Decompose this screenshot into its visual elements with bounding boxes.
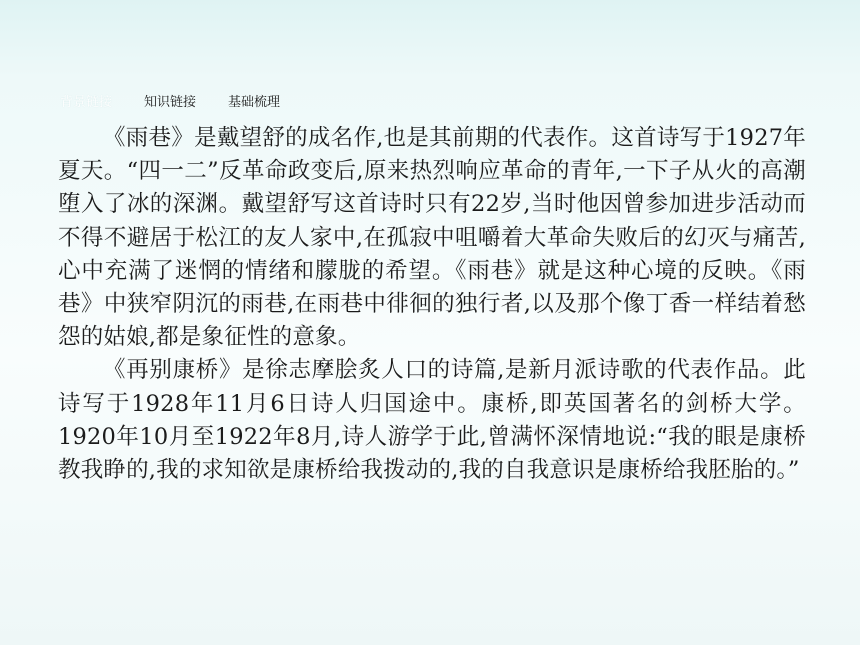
- tab-knowledge-link[interactable]: 知识链接: [144, 94, 197, 110]
- tab-basic-review[interactable]: 基础梳理: [228, 94, 281, 110]
- tab-background-link[interactable]: 背景链接: [60, 94, 113, 110]
- paragraph-zai-bie-kang-qiao: 《再别康桥》是徐志摩脍炙人口的诗篇,是新月派诗歌的代表作品。此诗写于1928年11月6日诗人归国途中。康桥,即英国著名的剑桥大学。1920年10月至1922年8月,诗人游学于此,曾满怀深情地说:“我的眼是康桥教我睁的,我的求知欲是康桥给我拨动的,我的自我意识是康桥给我胚胎的。”: [58, 357, 806, 484]
- nav-tabs: [60, 90, 312, 110]
- main-text: [58, 122, 806, 487]
- paragraph-yu-xiang: 《雨巷》是戴望舒的成名作,也是其前期的代表作。这首诗写于1927年夏天。“四一二”反革命政变后,原来热烈响应革命的青年,一下子从火的高潮堕入了冰的深渊。戴望舒写这首诗时只有22岁,当时他因曾参加进步活动而不得不避居于松江的友人家中,在孤寂中咀嚼着大革命失败后的幻灭与痛苦,心中充满了迷惘的情绪和朦胧的希望。《雨巷》就是这种心境的反映。《雨巷》中狭窄阴沉的雨巷,在雨巷中徘徊的独行者,以及那个像丁香一样结着愁怨的姑娘,都是象征性的意象。: [58, 125, 806, 351]
